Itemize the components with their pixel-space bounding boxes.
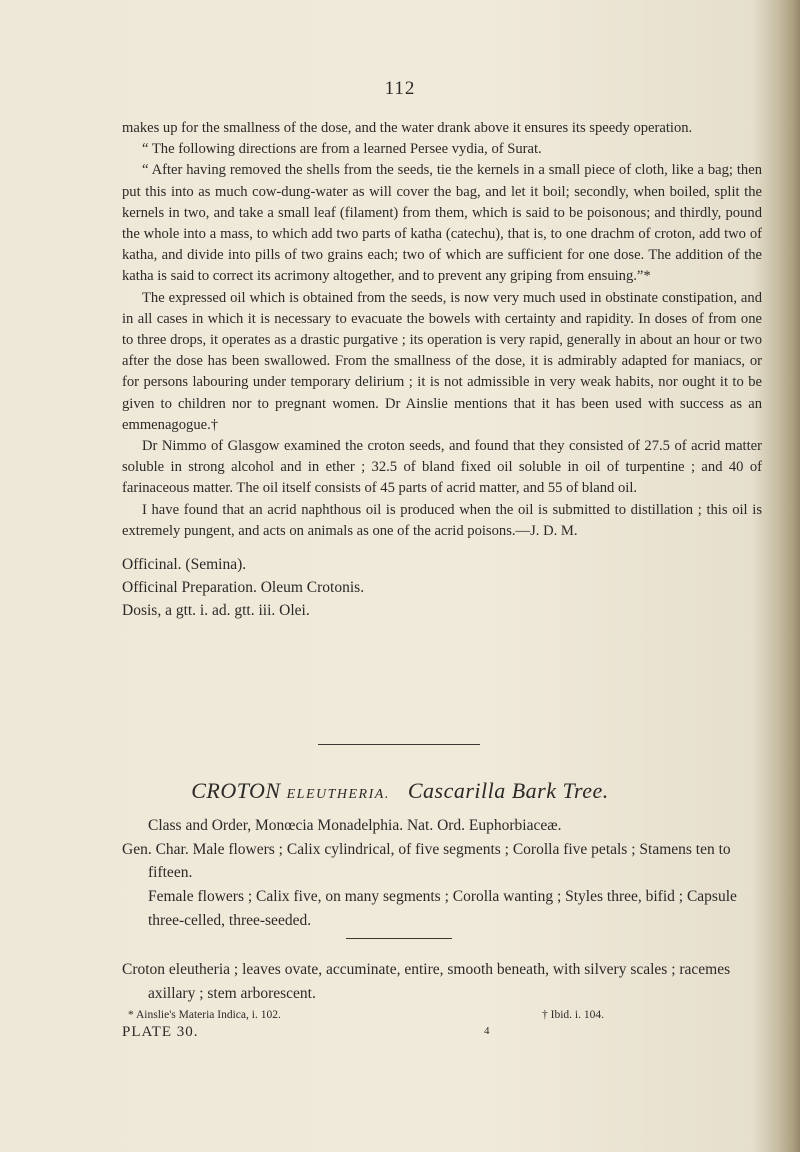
paragraph-directions-intro: “ The following directions are from a learned Persee vydia, of Surat. [142,141,542,158]
paragraph-distillation: I have found that an acrid naphthous oil is produced when the oil is submitted to distillation ; this oil is extremely pungent, and acts on animals as one of the acrid poisons.—J. D. M. [122,501,762,539]
footnote-ibid: † Ibid. i. 104. [542,1009,604,1021]
footnote-ainslie: * Ainslie's Materia Indica, i. 102. [128,1009,281,1021]
species-block [122,958,762,1005]
officinal-part: Officinal. (Semina). [122,556,247,574]
female-flowers: Female flowers ; Calix five, on many segments ; Corolla wanting ; Styles three, bifid ; Capsule three-celled, three-seeded. [148,888,737,929]
page-number: 112 [384,78,416,99]
plate-number: PLATE 30. [122,1024,199,1040]
entry-title [0,778,800,804]
officinal-preparation: Officinal Preparation. Oleum Crotonis. [122,579,365,597]
section-divider [318,744,480,745]
paragraph-directions-quote: “ After having removed the shells from the seeds, tie the kernels in a small piece of cloth, like a bag; then put this into as much cow-dung-water as will cover the bag, and let it boil; secondly, when boiled, split the kernels in two, and take a small leaf (filament) from them, which is said to be poisonous; and thirdly, pound the whole into a mass, to which add two parts of katha (catechu), that is, to one drachm of croton, add two of katha, and divide into pills of two grains each; two of which are sufficient for one dose. The addition of the katha is said to correct its acrimony altogether, and to prevent any griping from ensuing.”* [122,162,762,285]
entry-common-name: Cascarilla Bark Tree. [407,778,609,803]
generic-character: Gen. Char. Male flowers ; Calix cylindrical, of five segments ; Corolla five petals ; Stamens ten to fifteen. [122,840,731,881]
species-description: Croton eleutheria ; leaves ovate, accuminate, entire, smooth beneath, with silvery scales ; racemes axillary ; stem arborescent. [122,961,731,1002]
signature-mark: 4 [484,1025,490,1037]
paragraph-continuation: makes up for the smallness of the dose, and the water drank above it ensures its speedy operation. [122,120,693,136]
female-flowers-block [122,885,762,932]
entry-genus: CROTON [191,778,281,803]
class-and-order: Class and Order, Monœcia Monadelphia. Nat. Ord. Euphorbiaceæ. [148,817,562,834]
entry-species: ELEUTHERIA. [286,787,390,802]
species-divider [346,938,452,939]
paragraph-expressed-oil: The expressed oil which is obtained from the seeds, is now very much used in obstinate constipation, and in all cases in which it is necessary to evacuate the bowels with certainty and rapidity. In doses of from one to three drops, it operates as a drastic purgative ; its operation is very rapid, generally in about an hour or two after the dose has been swallowed. From the smallness of the dose, it is admirably adapted for maniacs, or for persons labouring under temporary delirium ; it is not admissible in very weak habits, nor ought it to be given to children nor to pregnant women. Dr Ainslie mentions that it has been used with success as an emmenagogue.† [122,289,762,433]
classification-block [122,814,762,885]
paragraph-nimmo-analysis: Dr Nimmo of Glasgow examined the croton seeds, and found that they consisted of 27.5 of acrid matter soluble in strong alcohol and in ether ; 32.5 of bland fixed oil soluble in oil of turpentine ; and 40 of farinaceous matter. The oil itself consists of 45 parts of acrid matter, and 55 of bland oil. [122,438,762,497]
page-body [122,118,762,622]
page-edge [778,0,800,1152]
dosis: Dosis, a gtt. i. ad. gtt. iii. Olei. [122,602,310,620]
officinal-block [122,553,762,622]
